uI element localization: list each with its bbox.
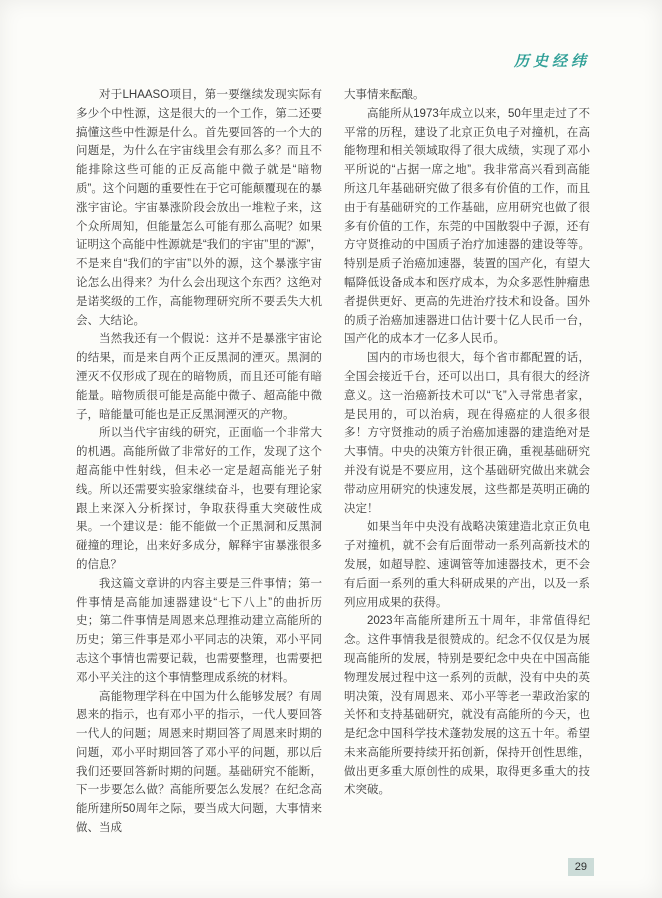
section-title: 历史经纬 xyxy=(513,52,590,70)
paragraph: 所以当代宇宙线的研究，正面临一个非常大的机遇。高能所做了非常好的工作，发现了这个超高能中性射线，但未必一定是超高能光子射线。所以还需要实验家继续奋斗，也要有理论家跟上来深入分析探讨，争取获得重大突破性成果。一个建议是：能不能做一个正黑洞和反黑洞碰撞的理论，出来好多成分，解释宇宙暴涨很多的信息？ xyxy=(76,427,322,571)
paragraph: 2023年高能所建所五十周年，非常值得纪念。这件事情我是很赞成的。纪念不仅仅是为展现高能所的发展，特别是要纪念中央在中国高能物理发展过程中这一系列的贡献，没有中央的英明决策，没有周恩来、邓小平等老一辈政治家的关怀和支持基础研究，就没有高能所的今天，也是纪念中国科学技术蓬勃发展的这五十年。希望未来高能所要持续开拓创新，保持开创性思维，做出更多重大原创性的成果，取得更多重大的技术突破。 xyxy=(344,615,590,797)
paragraph: 我这篇文章讲的内容主要是三件事情；第一件事情是高能加速器建设“七下八上”的曲折历史；第二件事情是周恩来总理推动建立高能所的历史；第三件事是邓小平同志的决策，邓小平同志这个事情也需要记载，也需要整理，也需要把邓小平关注的这个事情整理成系统的材料。 xyxy=(76,577,322,684)
left-column xyxy=(76,86,322,838)
page-number-badge: 29 xyxy=(568,858,594,876)
paragraph: 高能物理学科在中国为什么能够发展？有周恩来的指示，也有邓小平的指示，一代人要回答一代人的问题；周恩来时期回答了周恩来时期的问题，邓小平时期回答了邓小平的问题，那以后我们还要回答新时期的问题。基础研究不能断，下一步要怎么做？高能所要怎么发展？在纪念高能所建所50周年之际，要当成大问题，大事情来做、当成 xyxy=(76,690,322,835)
paragraph: 如果当年中央没有战略决策建造北京正负电子对撞机，就不会有后面带动一系列高新技术的发展，如超导腔、速调管等加速器技术，更不会有后面一系列的重大科研成果的产出，以及一系列应用成果的获得。 xyxy=(344,521,590,609)
paragraph: 高能所从1973年成立以来，50年里走过了不平常的历程，建设了北京正负电子对撞机，在高能物理和相关领域取得了很大成绩，实现了邓小平所说的“占据一席之地”。我非常高兴看到高能所这几年基础研究做了很多有价值的工作，而且由于有基础研究的工作基础，应用研究也做了很多有价值的工作，东莞的中国散裂中子源，还有方守贤推动的中国质子治疗加速器的建设等等。特别是质子治癌加速器，装置的国产化，有望大幅降低设备成本和医疗成本，为众多恶性肿瘤患者提供更好、更高的先进治疗技术和设备。国外的质子治癌加速器进口估计要十亿人民币一台，国产化的成本才一亿多人民币。 xyxy=(344,107,590,346)
paragraph: 对于LHAASO项目，第一要继续发现实际有多少个中性源，这是很大的一个工作，第二还要搞懂这些中性源是什么。首先要回答的一个大的问题是，为什么在宇宙线里会有那么多？而且不能排除这些可能的正反高能中微子就是“暗物质”。这个问题的重要性在于它可能颠覆现在的暴涨宇宙论。宇宙暴涨阶段会放出一堆粒子来，这个众所周知，但能量怎么可能有那么高呢？如果证明这个高能中性源就是“我们的宇宙”里的“源”，不是来自“我们的宇宙”以外的源，这个暴涨宇宙论怎么出得来？为什么会出现这个东西？这绝对是诺奖级的工作，高能物理研究所不要丢失大机会、大结论。 xyxy=(76,89,322,327)
section-header xyxy=(514,50,590,71)
paragraph-continuation: 大事情来酝酿。 xyxy=(344,89,425,101)
paragraph: 国内的市场也很大，每个省市都配置的话，全国会接近千台，还可以出口，具有很大的经济意义。这一治癌新技术可以“飞”入寻常患者家，是民用的，可以治病，现在得癌症的人很多很多！方守贤推动的质子治癌加速器的建造绝对是大事情。中央的决策方针很正确，重视基础研究并没有说是不要应用，这个基础研究做出来就会带动应用研究的快速发展，这些都是英明正确的决定！ xyxy=(344,352,590,515)
right-column xyxy=(344,86,590,838)
text-columns xyxy=(76,86,590,838)
paragraph: 当然我还有一个假说：这并不是暴涨宇宙论的结果，而是来自两个正反黑洞的湮灭。黑洞的湮灭不仅形成了现在的暗物质，而且还可能有暗能量。暗物质很可能是高能中微子、超高能中微子，暗能量可能也是正反黑洞湮灭的产物。 xyxy=(76,333,322,421)
